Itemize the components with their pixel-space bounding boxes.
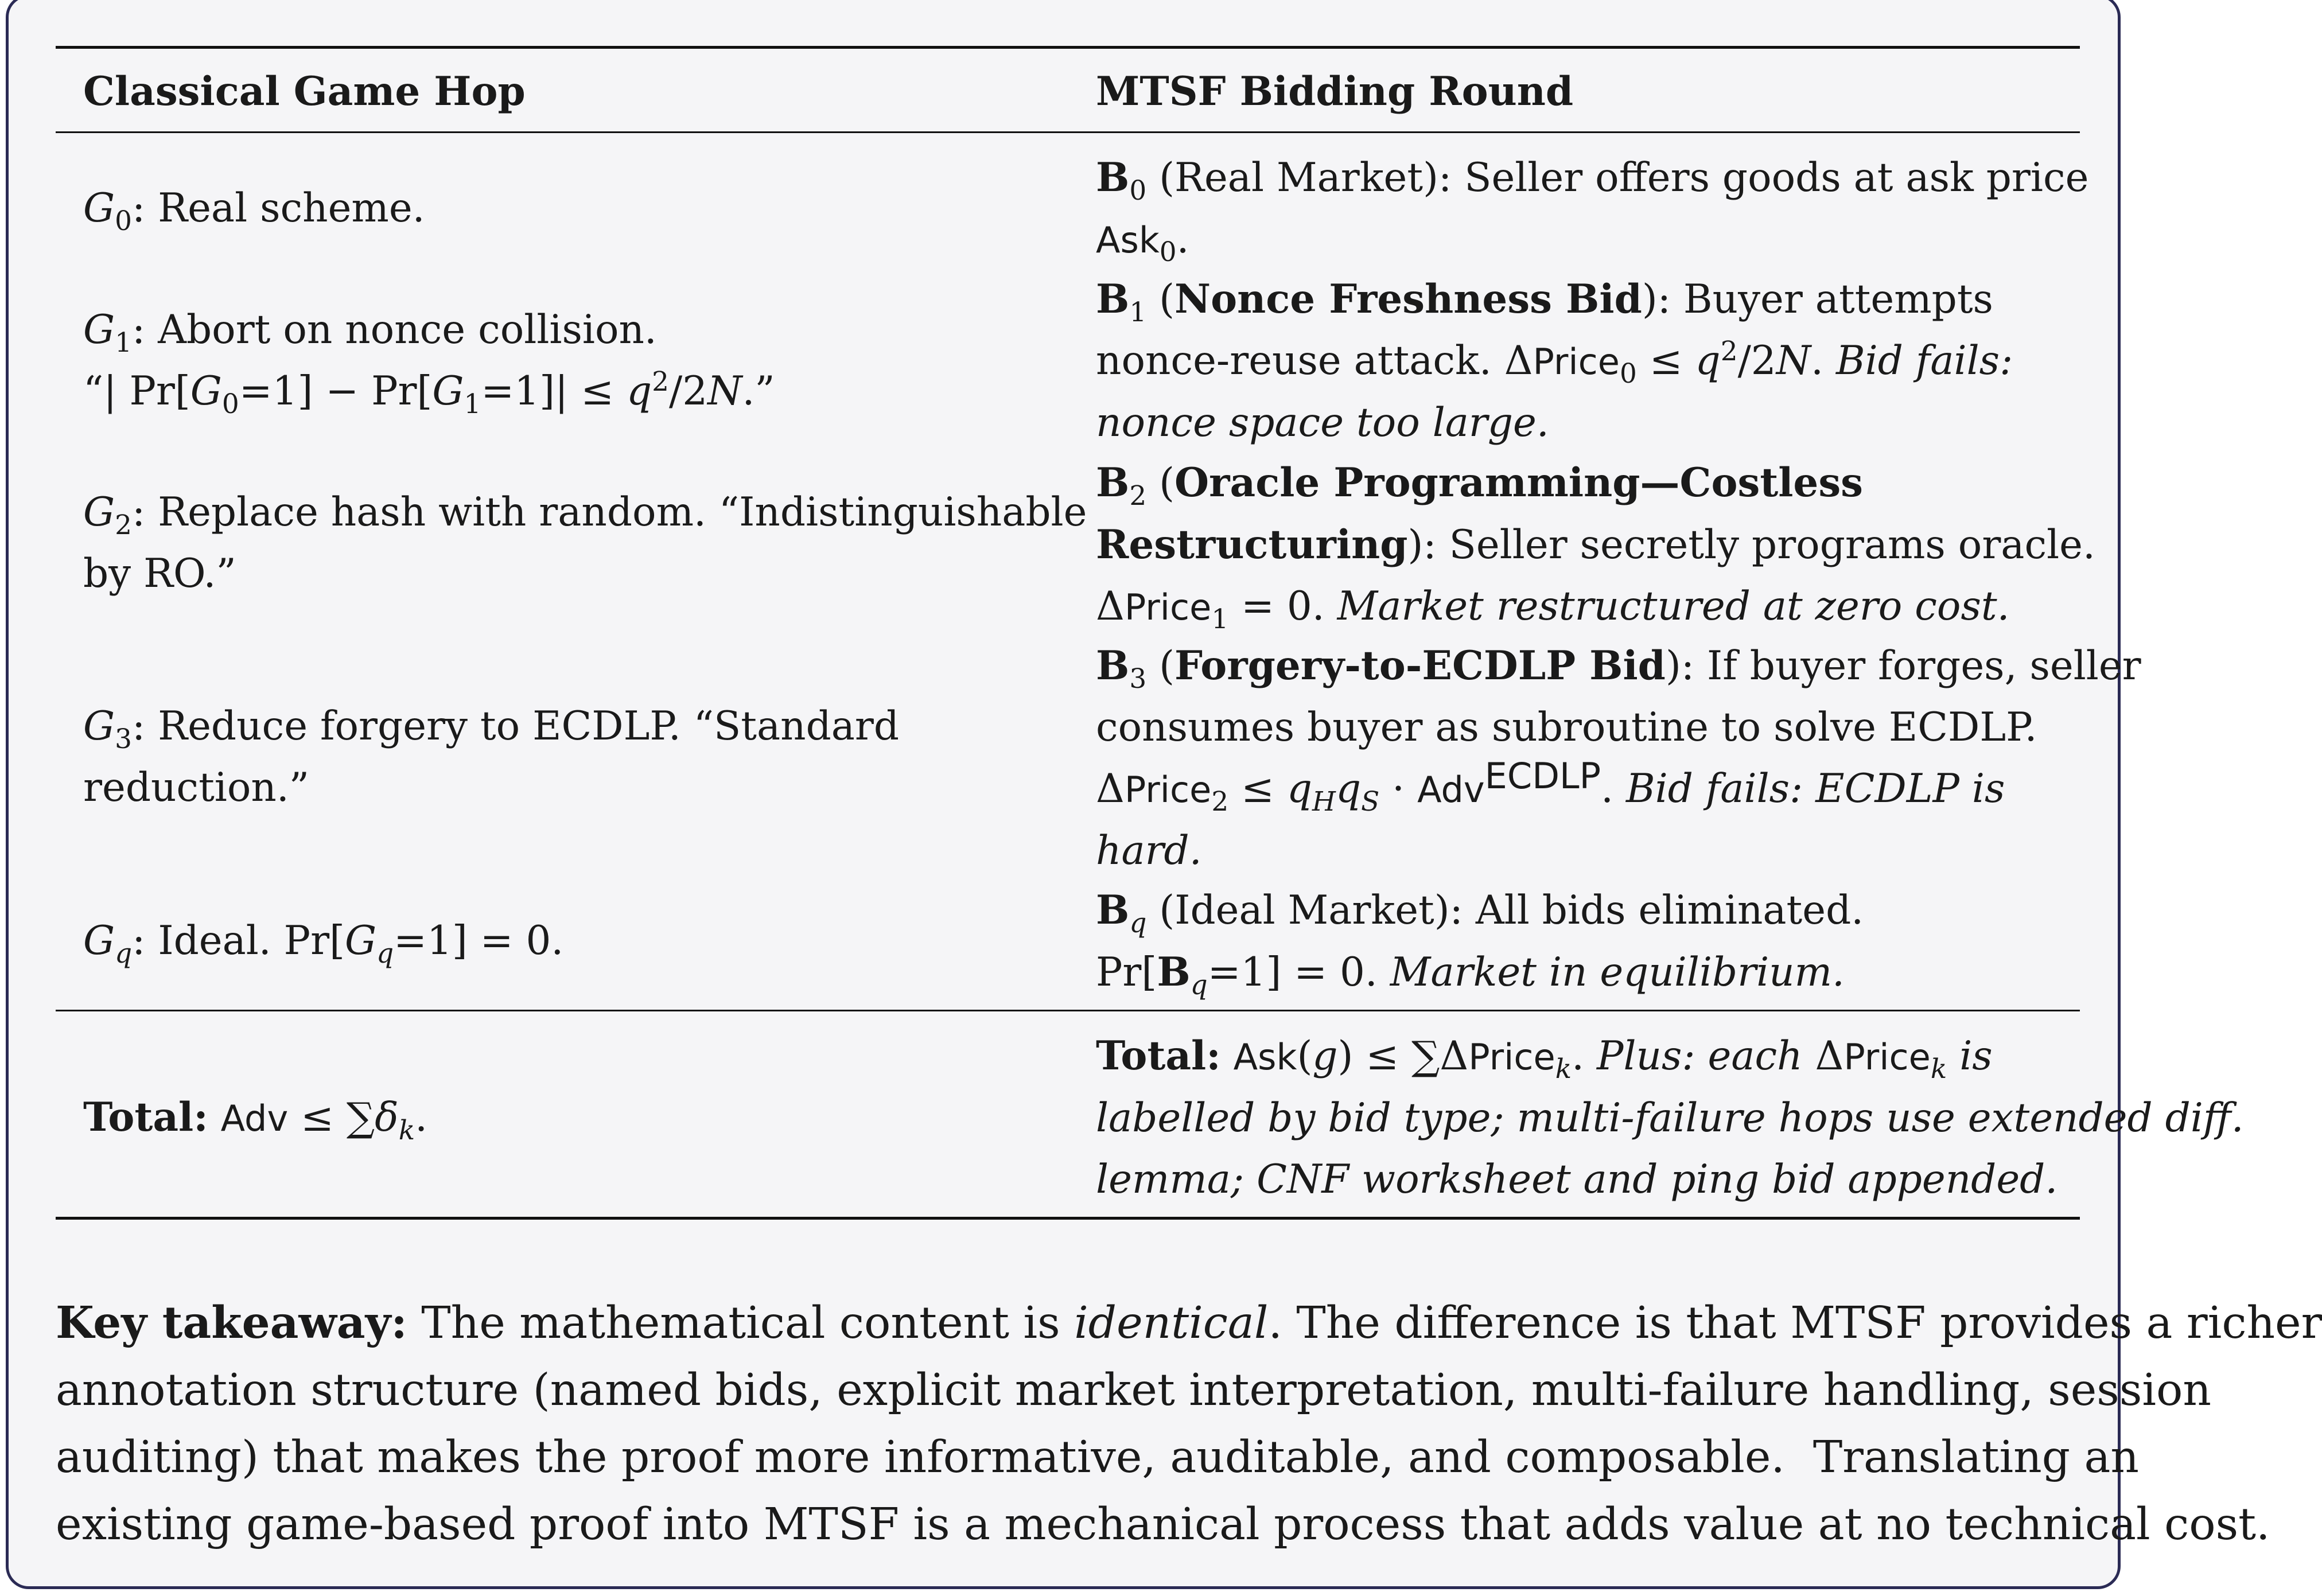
table-cell-total-left: Total: Adv ≤ $\sum\delta_k$. [83, 1094, 428, 1146]
table-cell-b0: $B_0$ (Real Market): Seller offers goods at ask price Ask$_0$. [1096, 154, 2089, 268]
table-cell-gq: $G_q$: Ideal. $Pr[G_q=1] = 0$. [83, 918, 564, 970]
table-cell-g2: $G_2$: Replace hash with random. “Indistinguishable by RO.” [83, 489, 1087, 597]
table-cell-b2: $B_2$ (Oracle Programming—Costless Restructuring): Seller secretly programs oracle. ΔPrice$_1$ = 0. Market restructured at zero cost. [1096, 460, 2095, 635]
table-bottom-rule [56, 1217, 2080, 1220]
table-cell-total-right: Total: Ask(g) ≤ ∑ΔPrice$_k$. Plus: each ΔPrice$_k$ is labelled by bid type; multi-failure hops use extended diff. lemma; CNF worksheet and ping bid appended. [1096, 1033, 2244, 1202]
total-rule [56, 1010, 2080, 1011]
table-cell-b1: $B_1$ (Nonce Freshness Bid): Buyer attempts nonce-reuse attack. ΔPrice$_0$ ≤ $q^2/2N$. Bid fails: nonce space too large. [1096, 276, 2013, 446]
table-cell-g1: $G_1$: Abort on nonce collision. “| $Pr[G_0=1] - Pr[G_1=1]| \le q^2/2N$.” [83, 307, 775, 420]
table-cell-b3: $B_3$ (Forgery-to-ECDLP Bid): If buyer forges, seller consumes buyer as subroutine to solve ECDLP. ΔPrice$_2$ ≤ $q_Hq_S \cdot Adv^{ECDLP}$. Bid fails: ECDLP is hard. [1096, 643, 2141, 874]
table-cell-bq: $B_q$ (Ideal Market): All bids eliminated. $Pr[B_q=1] = 0$. Market in equilibrium. [1096, 887, 1864, 1001]
table-top-rule [56, 46, 2080, 49]
table-cell-g3: $G_3$: Reduce forgery to ECDLP. “Standard reduction.” [83, 703, 900, 811]
key-takeaway-paragraph: Key takeaway: The mathematical content is identical. The difference is that MTSF provides a richer annotation structure (named bids, explicit market interpretation, multi-failure handling, session auditing) that makes the proof more informative, auditable, and composable. Translating an existing game-based proof into MTSF is a mechanical process that adds value at no technical cost. [56, 1297, 2322, 1550]
header-rule [56, 131, 2080, 133]
table-cell-g0: $G_0$: Real scheme. [83, 185, 425, 237]
header-mtsf-bidding-round: MTSF Bidding Round [1096, 68, 1574, 115]
header-classical-game-hop: Classical Game Hop [83, 68, 526, 115]
